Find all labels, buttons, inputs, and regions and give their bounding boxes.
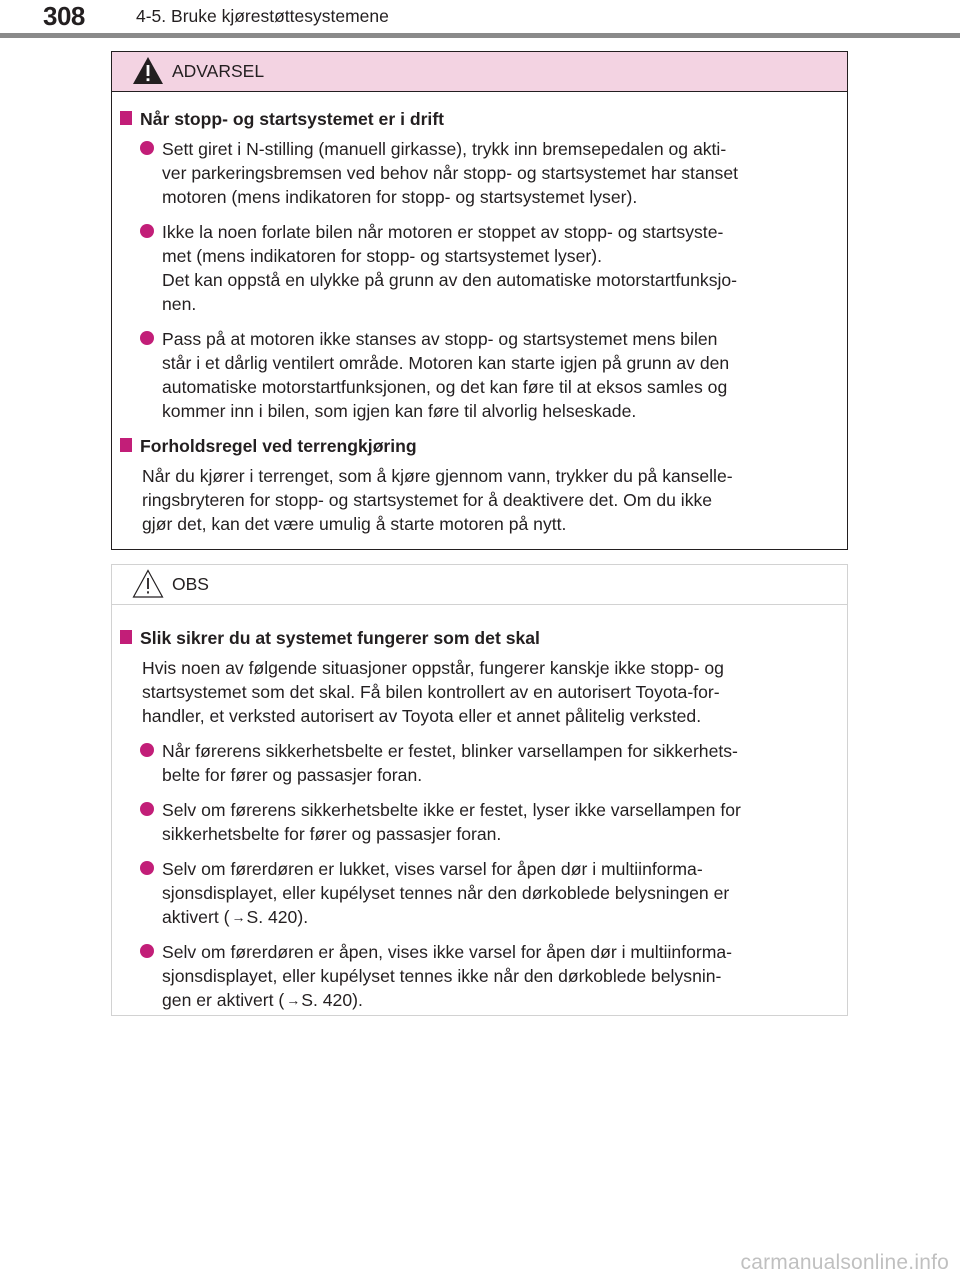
text-line: Pass på at motoren ikke stanses av stopp- og startsystemet mens bilen	[162, 329, 718, 349]
reference-prefix: aktivert (	[162, 907, 230, 927]
page-reference-link[interactable]: S. 420).	[301, 990, 363, 1010]
warning-subheading	[120, 107, 839, 131]
text-line: ver parkeringsbremsen ved behov når stopp- og startsystemet har stanset	[162, 163, 738, 183]
text-line: gjør det, kan det være umulig å starte motoren på nytt.	[142, 514, 567, 534]
text-line: Selv om førerens sikkerhetsbelte ikke er festet, lyser ikke varsellampen for	[162, 800, 741, 820]
warning-subheading-text: Forholdsregel ved terrengkjøring	[140, 436, 417, 456]
text-line: startsystemet som det skal. Få bilen kontrollert av en autorisert Toyota-for-	[142, 682, 720, 702]
warning-paragraph	[120, 464, 839, 536]
list-item	[120, 220, 839, 316]
text-line: met (mens indikatoren for stopp- og startsystemet lyser).	[162, 246, 602, 266]
list-item	[120, 327, 839, 423]
section-title: 4-5. Bruke kjørestøttesystemene	[136, 6, 389, 26]
page-header	[0, 0, 960, 40]
reference-prefix: gen er aktivert (	[162, 990, 285, 1010]
arrow-right-icon: →	[286, 992, 301, 1008]
text-line: står i et dårlig ventilert område. Motoren kan starte igjen på grunn av den	[162, 353, 730, 373]
caution-triangle-icon	[132, 569, 164, 599]
text-line: handler, et verksted autorisert av Toyota eller et annet pålitelig verksted.	[142, 706, 702, 726]
text-line: nen.	[162, 294, 197, 314]
list-item	[120, 940, 839, 1012]
round-bullet-icon	[140, 861, 154, 875]
round-bullet-icon	[140, 224, 154, 238]
round-bullet-icon	[140, 141, 154, 155]
warning-subheading-text: Når stopp- og startsystemet er i drift	[140, 109, 445, 129]
square-bullet-icon	[120, 630, 132, 644]
text-line: motoren (mens indikatoren for stopp- og startsystemet lyser).	[162, 187, 638, 207]
text-line: Sett giret i N-stilling (manuell girkasse), trykk inn bremsepedalen og akti-	[162, 139, 727, 159]
list-item	[120, 739, 839, 787]
notice-subheading	[120, 626, 839, 650]
text-line: automatiske motorstartfunksjonen, og det kan føre til at eksos samles og	[162, 377, 728, 397]
round-bullet-icon	[140, 802, 154, 816]
list-item	[120, 857, 839, 929]
text-line-with-reference	[162, 905, 839, 929]
text-line: Hvis noen av følgende situasjoner oppstår, fungerer kanskje ikke stopp- og	[142, 658, 724, 678]
text-line: Ikke la noen forlate bilen når motoren er stoppet av stopp- og startsyste-	[162, 222, 724, 242]
text-line: sjonsdisplayet, eller kupélyset tennes ikke når den dørkoblede belysnin-	[162, 966, 722, 986]
list-item	[120, 137, 839, 209]
text-line-with-reference	[162, 988, 839, 1012]
warning-box	[111, 51, 848, 550]
notice-subheading-text: Slik sikrer du at systemet fungerer som det skal	[140, 628, 540, 648]
round-bullet-icon	[140, 944, 154, 958]
warning-box-label: ADVARSEL	[172, 61, 265, 81]
text-line: sjonsdisplayet, eller kupélyset tennes når den dørkoblede belysningen er	[162, 883, 730, 903]
list-item	[120, 798, 839, 846]
notice-box-body	[112, 605, 847, 1012]
round-bullet-icon	[140, 743, 154, 757]
warning-subheading	[120, 434, 839, 458]
text-line: ringsbryteren for stopp- og startsystemet for å deaktivere det. Om du ikke	[142, 490, 713, 510]
page-reference-link[interactable]: S. 420).	[246, 907, 309, 927]
notice-box-label: OBS	[172, 574, 209, 594]
warning-box-header	[112, 52, 847, 92]
text-line: Når førerens sikkerhetsbelte er festet, blinker varsellampen for sikkerhets-	[162, 741, 738, 761]
notice-box	[111, 564, 848, 1016]
text-line: kommer inn i bilen, som igjen kan føre til alvorlig helseskade.	[162, 401, 637, 421]
notice-intro	[120, 656, 839, 728]
text-line: sikkerhetsbelte for fører og passasjer foran.	[162, 824, 502, 844]
warning-box-body	[112, 92, 847, 536]
text-line: Selv om førerdøren er lukket, vises varsel for åpen dør i multiinforma-	[162, 859, 703, 879]
arrow-right-icon: →	[231, 909, 246, 925]
text-line: belte for fører og passasjer foran.	[162, 765, 423, 785]
watermark: carmanualsonline.info	[740, 1251, 949, 1274]
square-bullet-icon	[120, 111, 132, 125]
text-line: Det kan oppstå en ulykke på grunn av den automatiske motorstartfunksjo-	[162, 270, 738, 290]
notice-box-header	[112, 565, 847, 605]
text-line: Selv om førerdøren er åpen, vises ikke varsel for åpen dør i multiinforma-	[162, 942, 733, 962]
text-line: Når du kjører i terrenget, som å kjøre gjennom vann, trykker du på kanselle-	[142, 466, 733, 486]
square-bullet-icon	[120, 438, 132, 452]
round-bullet-icon	[140, 331, 154, 345]
page-number: 308	[43, 1, 85, 31]
warning-triangle-icon	[132, 56, 164, 86]
header-rule	[0, 33, 960, 38]
